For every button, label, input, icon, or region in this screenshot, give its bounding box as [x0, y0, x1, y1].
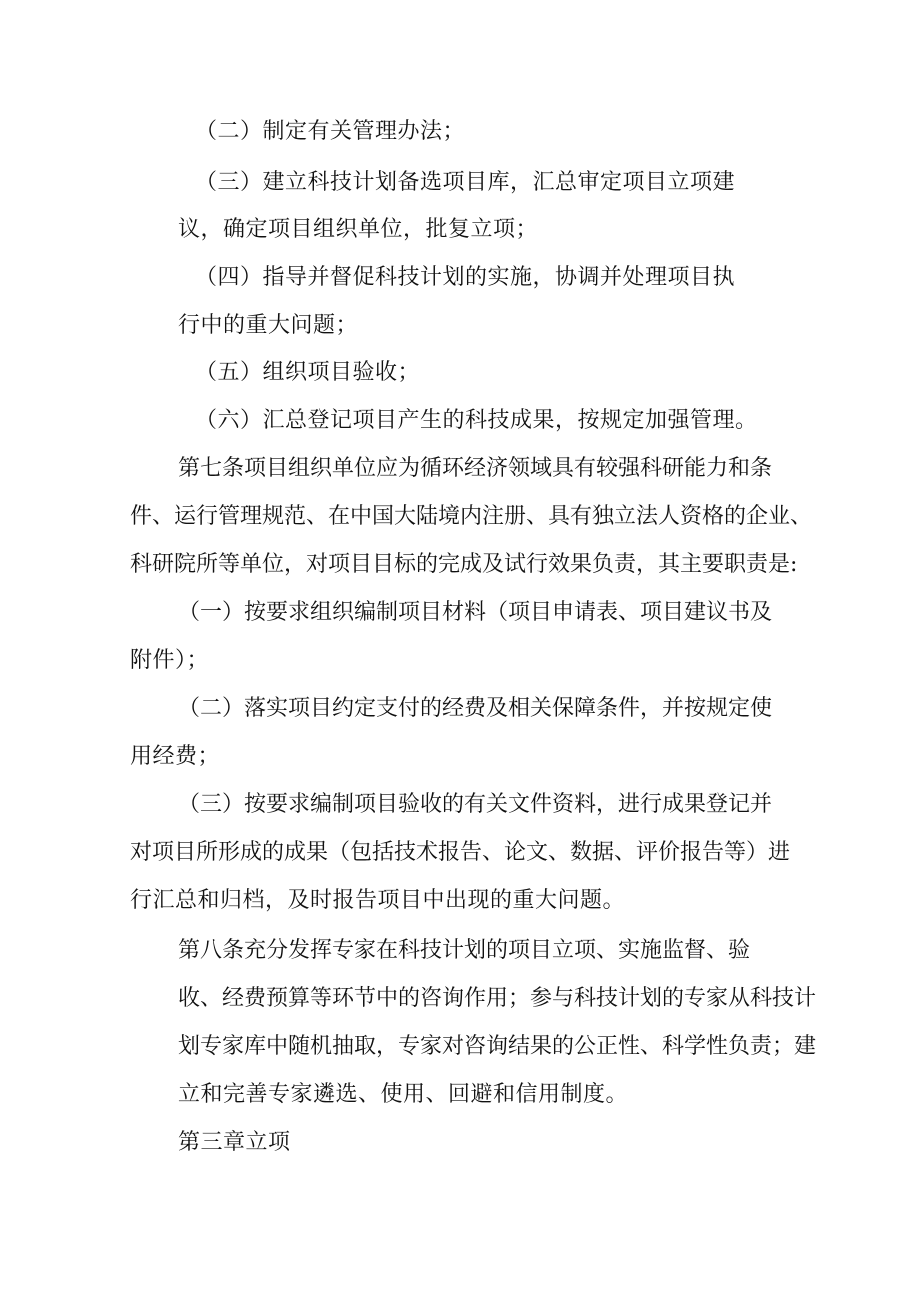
paragraph-line: （一）按要求组织编制项目材料（项目申请表、项目建议书及	[178, 600, 773, 625]
paragraph-line: （四）指导并督促科技计划的实施，协调并处理项目执	[195, 265, 736, 290]
paragraph-line: 划专家库中随机抽取，专家对咨询结果的公正性、科学性负责；建	[178, 1034, 817, 1059]
paragraph-line: 第八条充分发挥专家在科技计划的项目立项、实施监督、验	[178, 938, 751, 963]
chapter-heading: 第三章立项	[178, 1130, 291, 1155]
paragraph-line: 行汇总和归档，及时报告项目中出现的重大问题。	[130, 888, 626, 913]
paragraph-line: 收、经费预算等环节中的咨询作用；参与科技计划的专家从科技计	[178, 986, 817, 1011]
paragraph-line: 议，确定项目组织单位，批复立项；	[178, 217, 539, 242]
paragraph-line: 行中的重大问题；	[178, 313, 359, 338]
paragraph-line: （三）按要求编制项目验收的有关文件资料，进行成果登记并	[178, 792, 773, 817]
paragraph-line: 附件）；	[130, 648, 210, 673]
paragraph-line: （五）组织项目验收；	[195, 360, 421, 385]
paragraph-line: （六）汇总登记项目产生的科技成果，按规定加强管理。	[195, 408, 758, 433]
paragraph-line: 第七条项目组织单位应为循环经济领域具有较强科研能力和条	[178, 456, 773, 481]
paragraph-line: 用经费；	[130, 744, 221, 769]
paragraph-line: 立和完善专家遴选、使用、回避和信用制度。	[178, 1082, 629, 1107]
paragraph-line: （二）落实项目约定支付的经费及相关保障条件，并按规定使	[178, 696, 773, 721]
paragraph-line: 件、运行管理规范、在中国大陆境内注册、具有独立法人资格的企业、	[130, 504, 813, 529]
paragraph-line: 科研院所等单位，对项目目标的完成及试行效果负责，其主要职责是:	[130, 552, 798, 577]
paragraph-line: 对项目所形成的成果（包括技术报告、论文、数据、评价报告等）进	[130, 840, 791, 865]
paragraph-line: （三）建立科技计划备选项目库，汇总审定项目立项建	[195, 170, 736, 195]
paragraph-line: （二）制定有关管理办法；	[195, 119, 466, 144]
